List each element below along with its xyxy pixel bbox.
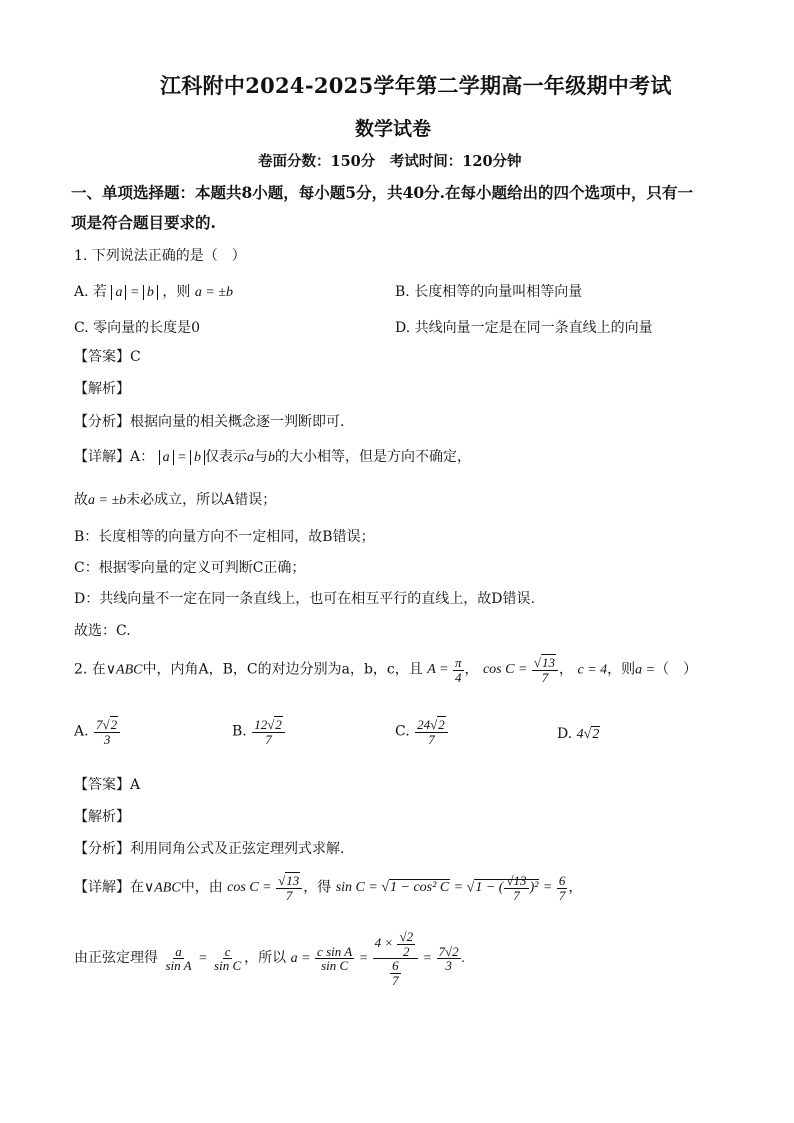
- q1-option-a-prefix: A. 若: [74, 284, 108, 300]
- q2-detail-1-get: ，得: [303, 879, 332, 896]
- q2-stem-unknown: a =: [635, 662, 656, 678]
- q2-stem-cos-c: cos C = $\frac{√13}{7}$: [483, 662, 559, 677]
- q2-option-d-label: D.: [557, 726, 573, 742]
- q2-fenxi-text: 利用同角公式及正弦定理列式求解.: [130, 841, 345, 857]
- q1-option-a: [74, 281, 233, 301]
- page-subtitle: 数学试卷: [355, 118, 432, 140]
- q2-stem-angle-a: A = $\frac{\pi}{4}$: [427, 655, 462, 685]
- q1-answer-label: 【答案】: [74, 349, 130, 365]
- q1-detail-a2-rest: 未必成立，所以A错误；: [126, 492, 277, 508]
- q1-answer: [74, 346, 141, 366]
- q2-detail-1-mid: 中，由: [180, 879, 223, 896]
- q2-stem-blank: （ ）: [655, 661, 698, 678]
- q1-detail-a-and: 与: [254, 449, 269, 465]
- q2-fenxi-label: 【分析】: [74, 841, 130, 857]
- q2-detail-2-law: $\frac{a}{\text{sin A}}$ = $\frac{c}{\text{sin C}}$: [165, 943, 242, 974]
- q2-stem-c-value: c = 4: [577, 662, 608, 678]
- q2-stem: 2. 在∨ABC中，内角A，B，C的对边分别为a，b，c，且 A = $\frac{\pi}{4}$ ， cos C = $\frac{√13}{7}$ ， c = 4，则a =（ ）: [74, 655, 698, 685]
- q1-option-b: B. 长度相等的向量叫相等向量: [395, 284, 583, 300]
- q1-fenxi-text: 根据向量的相关概念逐一判断即可.: [130, 414, 345, 430]
- q2-detail-1-prefix: 在: [130, 879, 144, 896]
- q2-fenxi: [74, 838, 344, 858]
- q1-detail-label: 【详解】: [74, 449, 130, 465]
- q2-detail-2-result: a = $\frac{\text{c sin A}}{\text{sin C}}$ = 4 × $\frac{√2}{2}$ $\frac{6}{7}$ = $\frac{7√2}{3}$ .: [290, 929, 466, 988]
- q2-stem-end: ，则: [607, 661, 636, 678]
- q1-detail-b: B：长度相等的向量方向不一定相同，故B错误；: [74, 529, 375, 545]
- q2-option-c-value: $\frac{24√2}{7}$: [414, 724, 449, 739]
- q1-choice: 故选：C.: [74, 623, 131, 639]
- q1-detail-a-formula: a = b: [159, 450, 205, 465]
- q2-answer-label: 【答案】: [74, 777, 130, 793]
- q1-fenxi: [74, 411, 344, 431]
- q1-detail-a2-formula: a = ±b: [88, 493, 127, 508]
- q1-option-a-formula: a = b: [111, 285, 157, 300]
- q1-detail-a-vec-b: b: [268, 450, 276, 465]
- q2-detail-label: 【详解】: [74, 879, 130, 896]
- q2-detail-1-cos: cos C = $\frac{√13}{7}$: [227, 880, 303, 895]
- q1-stem: 1. 下列说法正确的是（ ）: [74, 248, 246, 264]
- q1-option-c: C. 零向量的长度是0: [74, 320, 201, 336]
- q2-option-c-label: C.: [395, 723, 410, 740]
- q1-detail-a2: [74, 489, 276, 509]
- q2-detail-1: 【详解】在∨ABC中，由 cos C = $\frac{√13}{7}$ ，得 sin C = √1 − cos² C = √1 − ( $\frac{√13}{7}$ )² = $\frac{6}{7}$ ，: [74, 873, 583, 903]
- q1-detail-a: [74, 446, 471, 466]
- q2-detail-2-mid: ，所以: [244, 950, 287, 966]
- q2-option-c: [395, 718, 449, 746]
- q1-detail-a-mid: 仅表示: [205, 449, 248, 465]
- q1-fenxi-label: 【分析】: [74, 414, 130, 430]
- q1-detail-a-rest: 的大小相等，但是方向不确定，: [275, 449, 472, 465]
- q1-answer-value: C: [130, 349, 141, 365]
- q2-stem-mid: 中，内角A，B，C的对边分别为a，b，c，且: [142, 661, 423, 678]
- q1-detail-c: C：根据零向量的定义可判断C正确；: [74, 560, 306, 576]
- section-heading-line2: 项是符合题目要求的.: [71, 213, 216, 232]
- q2-stem-prefix: 2. 在: [74, 661, 106, 678]
- q1-detail-d: D：共线向量不一定在同一条直线上，也可在相互平行的直线上，故D错误.: [74, 591, 535, 607]
- q2-option-b-value: $\frac{12√2}{7}$: [251, 724, 286, 739]
- q1-option-a-conclusion: a = ±b: [194, 285, 233, 300]
- q1-option-a-mid: ，则: [162, 284, 191, 300]
- q2-detail-1-sin: sin C = √1 − cos² C = √1 − ( $\frac{√13}{7}$ )² = $\frac{6}{7}$: [335, 873, 566, 903]
- q2-answer: [74, 774, 140, 794]
- q1-analysis-label: 【解析】: [74, 381, 130, 397]
- q2-analysis-label: 【解析】: [74, 809, 130, 825]
- q1-option-d: D. 共线向量一定是在同一条直线上的向量: [395, 320, 653, 336]
- page-title: 江科附中2024-2025学年第二学期高一年级期中考试: [160, 73, 672, 98]
- q1-detail-a2-prefix: 故: [74, 492, 88, 508]
- q2-stem-triangle: ∨ABC: [105, 662, 143, 678]
- q2-option-a-label: A.: [74, 723, 89, 740]
- q2-detail-1-triangle: ∨ABC: [144, 880, 181, 896]
- q2-detail-2: [74, 930, 465, 988]
- q2-detail-2-prefix: 由正弦定理得: [74, 950, 158, 966]
- q2-option-d: [557, 726, 600, 743]
- q2-option-d-value: 4√2: [576, 727, 600, 742]
- q2-answer-value: A: [130, 777, 141, 793]
- q2-option-a-value: $\frac{7√2}{3}$: [93, 724, 121, 739]
- q2-option-b-label: B.: [232, 723, 247, 740]
- exam-meta: 卷面分数：150分 考试时间：120分钟: [258, 153, 522, 170]
- section-heading-line1: 一、单项选择题：本题共8小题，每小题5分，共40分.在每小题给出的四个选项中，只有一: [71, 183, 694, 202]
- q1-detail-a-prefix: A：: [130, 449, 155, 465]
- q2-option-b: [232, 718, 286, 746]
- q1-detail-a-vec-a: a: [247, 450, 255, 465]
- q2-option-a: [74, 718, 121, 746]
